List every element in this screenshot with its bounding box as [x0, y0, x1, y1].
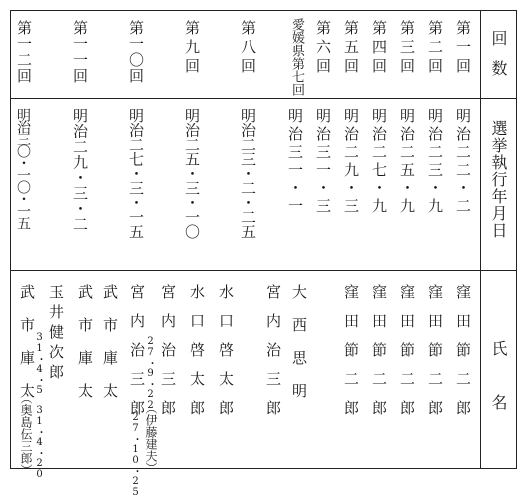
round-cell: 第五回: [342, 20, 360, 77]
name-cell: 水口啓太郎: [217, 284, 235, 429]
round-cell: 第九回: [183, 20, 201, 77]
annotation-name: （伊藤建夫）: [144, 402, 158, 474]
name-cell: 大西思明: [290, 284, 308, 416]
date-cell: 明治二五・九: [398, 108, 416, 216]
date-cell: 明治二三・二・二五: [239, 108, 257, 239]
round-cell: 第一〇回: [127, 20, 145, 84]
round-cell: 第二回: [426, 20, 444, 77]
name-cell: 窪田節二郎: [454, 284, 472, 429]
date-cell: 明治二二・二: [454, 108, 472, 216]
date-name-divider: [10, 270, 516, 271]
name-cell: 宮内治三郎: [159, 284, 177, 429]
header-name: 氏名: [489, 340, 508, 448]
table-left-border: [10, 10, 11, 469]
date-cell: 明治二九・三: [342, 108, 360, 216]
name-cell: 宮内治三郎: [128, 284, 146, 429]
date-cell: 明治二九・三・二: [71, 108, 89, 232]
name-cell: 窪田節二郎: [370, 284, 388, 429]
round-cell: 第三回: [398, 20, 416, 77]
table-bottom-border: [10, 468, 516, 469]
round-cell: 第八回: [239, 20, 257, 77]
header-round: 回数: [489, 30, 508, 90]
name-cell: 水口啓太郎: [188, 284, 206, 429]
name-cell: 玉井健次郎: [47, 284, 65, 384]
name-cell: 武市庫太: [101, 284, 119, 416]
round-cell: 第四回: [370, 20, 388, 77]
round-cell: 第一一回: [71, 20, 89, 84]
name-cell: 窪田節二郎: [426, 284, 444, 429]
name-cell: 窪田節二郎: [398, 284, 416, 429]
date-cell: 明治二七・九: [370, 108, 388, 216]
name-cell: 武市庫太: [76, 284, 94, 416]
annotation-date: 27・10・25: [130, 412, 141, 498]
date-cell: 明治二七・三・一五: [127, 108, 145, 239]
annotation-date: 31・4・20: [34, 405, 45, 480]
annotation-date: 31・4・5: [34, 332, 45, 396]
round-cell: 第一回: [454, 20, 472, 77]
round-date-divider: [10, 98, 516, 99]
round-cell: 第一二回: [15, 20, 33, 84]
date-cell: 明治二三・九: [426, 108, 444, 216]
round-cell: 愛媛県第七回: [289, 18, 304, 96]
header-column-divider: [480, 10, 481, 469]
table-right-border: [516, 10, 517, 469]
annotation-date: 27・9・22: [145, 336, 156, 411]
name-cell: 宮内治三郎: [264, 284, 282, 429]
date-cell: 明治三一・三: [314, 108, 332, 216]
name-cell: 武市庫太: [18, 284, 36, 416]
header-date: 選挙執行年月日: [489, 120, 508, 239]
name-cell: 窪田節二郎: [342, 284, 360, 429]
date-cell: 明治三一・一: [286, 108, 304, 216]
date-cell: 明治三〇・一〇・一五: [15, 108, 31, 228]
date-cell: 明治二五・三・一〇: [183, 108, 201, 239]
table-top-border: [10, 10, 516, 11]
round-cell: 第六回: [314, 20, 332, 77]
annotation-name: （奥島伝三郎）: [19, 392, 33, 476]
